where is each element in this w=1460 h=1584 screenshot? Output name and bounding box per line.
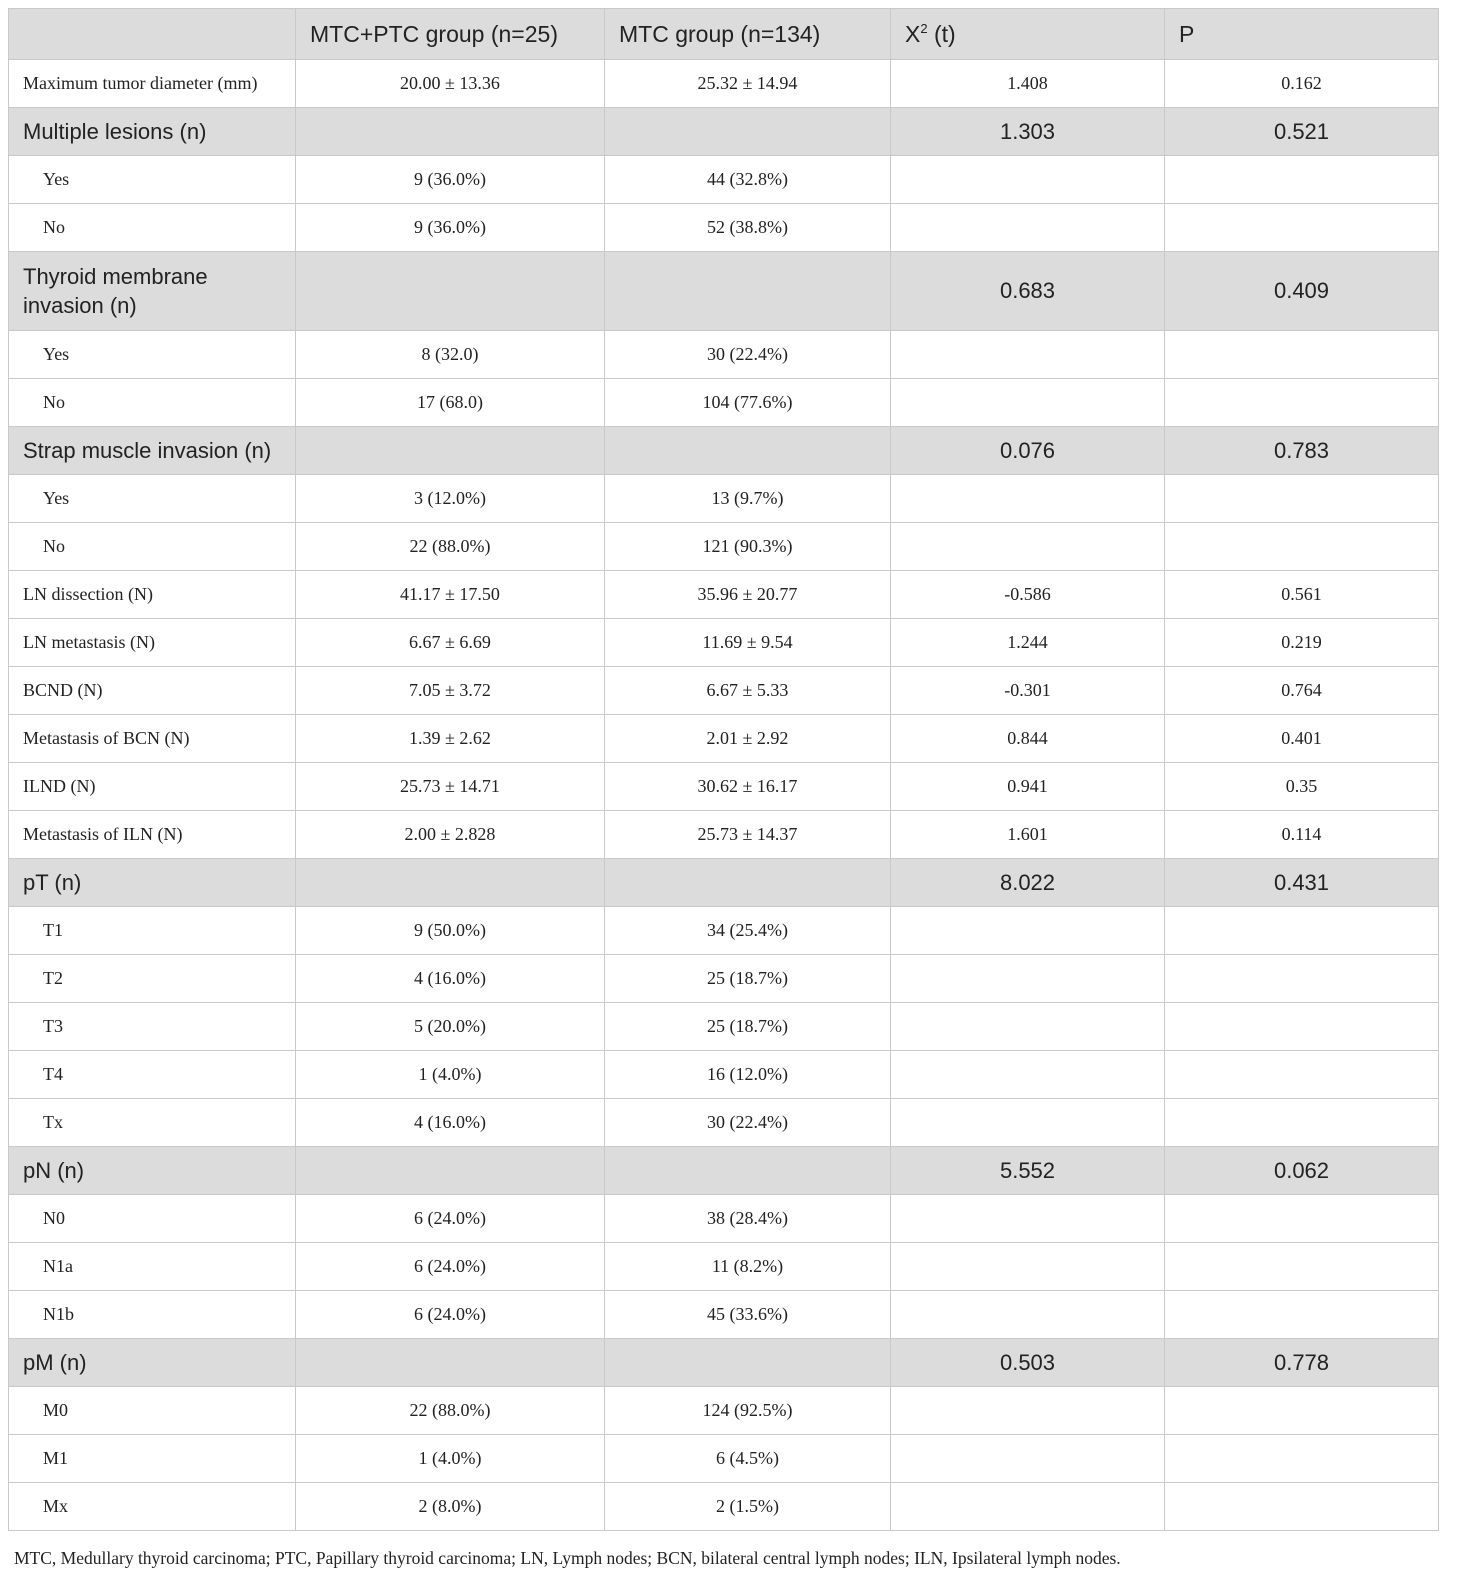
mtc-value-cell: 35.96 ± 20.77 [605, 571, 891, 619]
row-label-cell: BCND (N) [9, 667, 296, 715]
statistic-value-cell [891, 1195, 1165, 1243]
statistic-value-cell [891, 1051, 1165, 1099]
statistic-value-cell: -0.586 [891, 571, 1165, 619]
table-row [9, 955, 1439, 1003]
table-footnote: MTC, Medullary thyroid carcinoma; PTC, Papillary thyroid carcinoma; LN, Lymph nodes; BCN, bilateral central lymph nodes; ILN, Ipsilateral lymph nodes. [14, 1548, 1121, 1568]
mtc-ptc-value-cell [296, 108, 605, 156]
statistic-value-cell: 1.408 [891, 60, 1165, 108]
p-value-cell: 0.114 [1165, 811, 1439, 859]
mtc-value-cell [605, 427, 891, 475]
header-chi-superscript: 2 [920, 20, 928, 36]
statistic-value-cell [891, 1483, 1165, 1531]
statistic-value-cell [891, 331, 1165, 379]
mtc-ptc-value-cell: 6.67 ± 6.69 [296, 619, 605, 667]
table-row [9, 1387, 1439, 1435]
mtc-ptc-value-cell: 9 (36.0%) [296, 204, 605, 252]
statistic-value-cell [891, 475, 1165, 523]
mtc-ptc-value-cell [296, 252, 605, 331]
table-row [9, 1195, 1439, 1243]
table-row [9, 619, 1439, 667]
statistic-value-cell [891, 1099, 1165, 1147]
mtc-value-cell: 30 (22.4%) [605, 1099, 891, 1147]
mtc-value-cell: 44 (32.8%) [605, 156, 891, 204]
statistic-value-cell [891, 1003, 1165, 1051]
header-chi-symbol: X [905, 20, 921, 47]
mtc-ptc-value-cell: 7.05 ± 3.72 [296, 667, 605, 715]
table-row [9, 1003, 1439, 1051]
table-row [9, 331, 1439, 379]
mtc-value-cell: 124 (92.5%) [605, 1387, 891, 1435]
header-chi-square [891, 9, 1165, 60]
mtc-value-cell: 104 (77.6%) [605, 379, 891, 427]
mtc-ptc-value-cell: 4 (16.0%) [296, 955, 605, 1003]
table-row [9, 523, 1439, 571]
statistic-value-cell: 0.503 [891, 1339, 1165, 1387]
table-row [9, 475, 1439, 523]
mtc-ptc-value-cell: 2 (8.0%) [296, 1483, 605, 1531]
mtc-value-cell: 11 (8.2%) [605, 1243, 891, 1291]
statistic-value-cell: 1.601 [891, 811, 1165, 859]
mtc-ptc-value-cell: 6 (24.0%) [296, 1291, 605, 1339]
table-row [9, 379, 1439, 427]
p-value-cell: 0.219 [1165, 619, 1439, 667]
statistic-value-cell: 0.941 [891, 763, 1165, 811]
mtc-value-cell: 30.62 ± 16.17 [605, 763, 891, 811]
row-label-cell: Yes [9, 475, 296, 523]
mtc-value-cell: 6.67 ± 5.33 [605, 667, 891, 715]
statistic-value-cell [891, 379, 1165, 427]
row-label-cell: pT (n) [9, 859, 296, 907]
p-value-cell [1165, 1435, 1439, 1483]
mtc-value-cell: 25.32 ± 14.94 [605, 60, 891, 108]
row-label-cell: pN (n) [9, 1147, 296, 1195]
row-label-cell: Metastasis of ILN (N) [9, 811, 296, 859]
p-value-cell [1165, 907, 1439, 955]
mtc-ptc-value-cell: 9 (36.0%) [296, 156, 605, 204]
mtc-ptc-value-cell [296, 1147, 605, 1195]
mtc-ptc-value-cell: 9 (50.0%) [296, 907, 605, 955]
mtc-ptc-value-cell: 3 (12.0%) [296, 475, 605, 523]
row-label-cell: Metastasis of BCN (N) [9, 715, 296, 763]
row-label-cell: T2 [9, 955, 296, 1003]
mtc-value-cell: 2.01 ± 2.92 [605, 715, 891, 763]
p-value-cell [1165, 475, 1439, 523]
section-row [9, 252, 1439, 331]
p-value-cell: 0.783 [1165, 427, 1439, 475]
mtc-ptc-value-cell [296, 859, 605, 907]
table-body [9, 60, 1439, 1531]
statistic-value-cell: 0.844 [891, 715, 1165, 763]
table-row [9, 763, 1439, 811]
mtc-value-cell: 121 (90.3%) [605, 523, 891, 571]
mtc-value-cell: 52 (38.8%) [605, 204, 891, 252]
p-value-cell [1165, 523, 1439, 571]
statistic-value-cell [891, 1435, 1165, 1483]
mtc-ptc-value-cell: 1.39 ± 2.62 [296, 715, 605, 763]
table-row [9, 1435, 1439, 1483]
row-label-cell: No [9, 523, 296, 571]
mtc-ptc-value-cell: 22 (88.0%) [296, 1387, 605, 1435]
mtc-ptc-value-cell: 8 (32.0) [296, 331, 605, 379]
mtc-value-cell [605, 108, 891, 156]
row-label-cell: T4 [9, 1051, 296, 1099]
p-value-cell [1165, 955, 1439, 1003]
p-value-cell: 0.401 [1165, 715, 1439, 763]
table-page [8, 8, 1438, 1568]
mtc-value-cell: 25 (18.7%) [605, 955, 891, 1003]
row-label-cell: Tx [9, 1099, 296, 1147]
section-row [9, 108, 1439, 156]
mtc-ptc-value-cell: 6 (24.0%) [296, 1243, 605, 1291]
table-row [9, 571, 1439, 619]
mtc-value-cell [605, 1147, 891, 1195]
section-row [9, 1339, 1439, 1387]
p-value-cell [1165, 1291, 1439, 1339]
row-label-cell: M0 [9, 1387, 296, 1435]
header-p-value: P [1165, 9, 1439, 60]
mtc-value-cell: 2 (1.5%) [605, 1483, 891, 1531]
statistic-value-cell [891, 523, 1165, 571]
row-label-cell: ILND (N) [9, 763, 296, 811]
table-row [9, 715, 1439, 763]
table-row [9, 1483, 1439, 1531]
row-label-cell: LN dissection (N) [9, 571, 296, 619]
header-mtc-group: MTC group (n=134) [605, 9, 891, 60]
mtc-value-cell: 34 (25.4%) [605, 907, 891, 955]
mtc-ptc-value-cell: 4 (16.0%) [296, 1099, 605, 1147]
row-label-cell: Thyroid membrane invasion (n) [9, 252, 296, 331]
row-label-cell: No [9, 379, 296, 427]
p-value-cell [1165, 1483, 1439, 1531]
statistic-value-cell [891, 907, 1165, 955]
table-row [9, 1291, 1439, 1339]
table-row [9, 60, 1439, 108]
statistic-value-cell: -0.301 [891, 667, 1165, 715]
statistic-value-cell [891, 1291, 1165, 1339]
statistic-value-cell [891, 204, 1165, 252]
statistic-value-cell [891, 955, 1165, 1003]
row-label-cell: pM (n) [9, 1339, 296, 1387]
p-value-cell [1165, 1195, 1439, 1243]
p-value-cell: 0.162 [1165, 60, 1439, 108]
mtc-value-cell [605, 859, 891, 907]
mtc-ptc-value-cell: 2.00 ± 2.828 [296, 811, 605, 859]
p-value-cell: 0.521 [1165, 108, 1439, 156]
row-label-cell: Maximum tumor diameter (mm) [9, 60, 296, 108]
table-row [9, 1099, 1439, 1147]
mtc-ptc-value-cell: 25.73 ± 14.71 [296, 763, 605, 811]
mtc-value-cell: 6 (4.5%) [605, 1435, 891, 1483]
mtc-value-cell: 16 (12.0%) [605, 1051, 891, 1099]
row-label-cell: N1a [9, 1243, 296, 1291]
mtc-ptc-value-cell [296, 427, 605, 475]
header-mtc-ptc-group: MTC+PTC group (n=25) [296, 9, 605, 60]
table-row [9, 667, 1439, 715]
mtc-ptc-value-cell: 17 (68.0) [296, 379, 605, 427]
row-label-cell: Yes [9, 331, 296, 379]
statistic-value-cell: 0.683 [891, 252, 1165, 331]
row-label-cell: LN metastasis (N) [9, 619, 296, 667]
mtc-value-cell [605, 252, 891, 331]
section-row [9, 427, 1439, 475]
header-row [9, 9, 1439, 60]
mtc-ptc-value-cell: 1 (4.0%) [296, 1435, 605, 1483]
row-label-cell: M1 [9, 1435, 296, 1483]
mtc-value-cell: 25.73 ± 14.37 [605, 811, 891, 859]
statistic-value-cell: 8.022 [891, 859, 1165, 907]
mtc-ptc-value-cell: 22 (88.0%) [296, 523, 605, 571]
statistic-value-cell [891, 1387, 1165, 1435]
mtc-ptc-value-cell: 20.00 ± 13.36 [296, 60, 605, 108]
mtc-ptc-value-cell: 5 (20.0%) [296, 1003, 605, 1051]
mtc-ptc-value-cell: 1 (4.0%) [296, 1051, 605, 1099]
row-label-cell: T3 [9, 1003, 296, 1051]
mtc-value-cell: 25 (18.7%) [605, 1003, 891, 1051]
row-label-cell: N1b [9, 1291, 296, 1339]
p-value-cell [1165, 1243, 1439, 1291]
mtc-value-cell: 38 (28.4%) [605, 1195, 891, 1243]
p-value-cell: 0.764 [1165, 667, 1439, 715]
p-value-cell: 0.561 [1165, 571, 1439, 619]
statistic-value-cell [891, 1243, 1165, 1291]
p-value-cell: 0.778 [1165, 1339, 1439, 1387]
statistic-value-cell [891, 156, 1165, 204]
mtc-value-cell: 13 (9.7%) [605, 475, 891, 523]
mtc-value-cell [605, 1339, 891, 1387]
mtc-value-cell: 45 (33.6%) [605, 1291, 891, 1339]
table-row [9, 811, 1439, 859]
header-empty-cell [9, 9, 296, 60]
p-value-cell [1165, 1051, 1439, 1099]
table-row [9, 907, 1439, 955]
mtc-value-cell: 30 (22.4%) [605, 331, 891, 379]
p-value-cell: 0.431 [1165, 859, 1439, 907]
section-row [9, 859, 1439, 907]
p-value-cell [1165, 204, 1439, 252]
mtc-ptc-value-cell [296, 1339, 605, 1387]
p-value-cell: 0.409 [1165, 252, 1439, 331]
row-label-cell: No [9, 204, 296, 252]
mtc-value-cell: 11.69 ± 9.54 [605, 619, 891, 667]
table-row [9, 156, 1439, 204]
p-value-cell: 0.35 [1165, 763, 1439, 811]
p-value-cell [1165, 379, 1439, 427]
header-chi-suffix: (t) [927, 20, 956, 47]
table-row [9, 1051, 1439, 1099]
row-label-cell: Mx [9, 1483, 296, 1531]
statistic-value-cell: 5.552 [891, 1147, 1165, 1195]
row-label-cell: T1 [9, 907, 296, 955]
p-value-cell: 0.062 [1165, 1147, 1439, 1195]
mtc-ptc-value-cell: 41.17 ± 17.50 [296, 571, 605, 619]
row-label-cell: Strap muscle invasion (n) [9, 427, 296, 475]
statistic-value-cell: 1.244 [891, 619, 1165, 667]
table-row [9, 204, 1439, 252]
statistic-value-cell: 1.303 [891, 108, 1165, 156]
row-label-cell: N0 [9, 1195, 296, 1243]
table-row [9, 1243, 1439, 1291]
statistic-value-cell: 0.076 [891, 427, 1165, 475]
row-label-cell: Yes [9, 156, 296, 204]
results-table [8, 8, 1439, 1531]
p-value-cell [1165, 156, 1439, 204]
p-value-cell [1165, 331, 1439, 379]
section-row [9, 1147, 1439, 1195]
row-label-cell: Multiple lesions (n) [9, 108, 296, 156]
mtc-ptc-value-cell: 6 (24.0%) [296, 1195, 605, 1243]
p-value-cell [1165, 1099, 1439, 1147]
p-value-cell [1165, 1003, 1439, 1051]
p-value-cell [1165, 1387, 1439, 1435]
